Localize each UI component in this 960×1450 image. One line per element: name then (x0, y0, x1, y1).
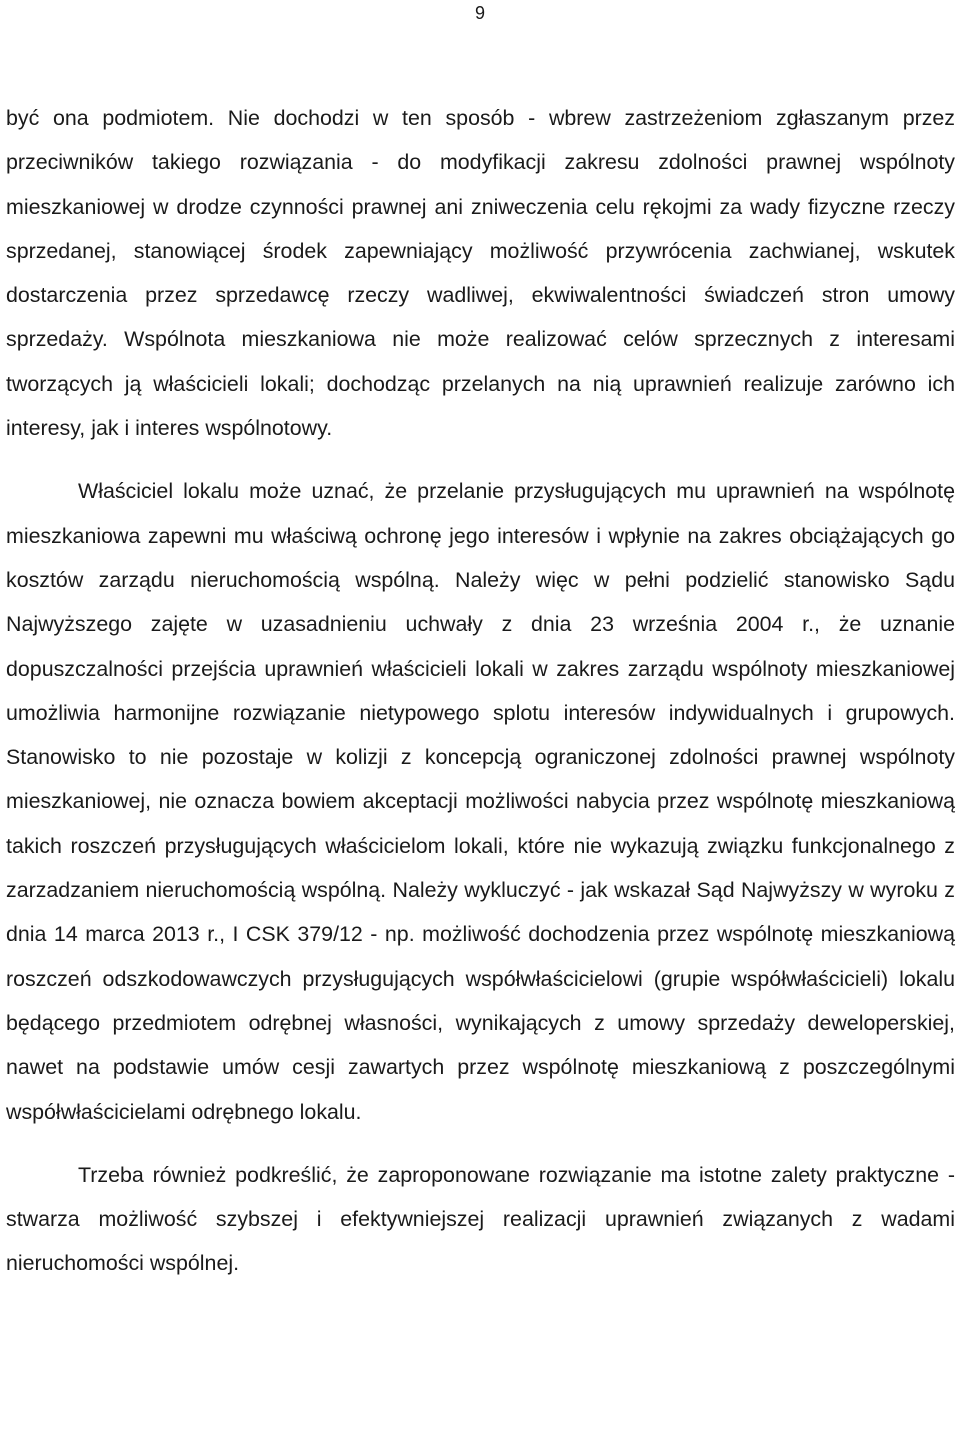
document-body (6, 96, 955, 1286)
paragraph-3: Trzeba również podkreślić, że zaproponowane rozwiązanie ma istotne zalety praktyczne - stwarza możliwość szybszej i efektywniejszej realizacji uprawnień związanych z wadami nieruchomości wspólnej. (6, 1162, 955, 1276)
paragraph-2: Właściciel lokalu może uznać, że przelanie przysługujących mu uprawnień na wspólnotę mieszkaniowa zapewni mu właściwą ochronę jego interesów i wpłynie na zakres obciążających go kosztów zarządu nieruchomością wspólną. Należy więc w pełni podzielić stanowisko Sądu Najwyższego zajęte w uzasadnieniu uchwały z dnia 23 września 2004 r., że uznanie dopuszczalności przejścia uprawnień właścicieli lokali w zakres zarządu wspólnoty mieszkaniowej umożliwia harmonijne rozwiązanie nietypowego splotu interesów indywidualnych i grupowych. Stanowisko to nie pozostaje w kolizji z koncepcją ograniczonej zdolności prawnej wspólnoty mieszkaniowej, nie oznacza bowiem akceptacji możliwości nabycia przez wspólnotę mieszkaniową takich roszczeń przysługujących właścicielom lokali, które nie wykazują związku funkcjonalnego z zarzadzaniem nieruchomością wspólną. Należy wykluczyć - jak wskazał Sąd Najwyższy w wyroku z dnia 14 marca 2013 r., I CSK 379/12 - np. możliwość dochodzenia przez wspólnotę mieszkaniową roszczeń odszkodowawczych przysługujących współwłaścicielowi (grupie współwłaścicieli) lokalu będącego przedmiotem odrębnej własności, wynikających z umowy sprzedaży deweloperskiej, nawet na podstawie umów cesji zawartych przez wspólnotę mieszkaniową z poszczególnymi współwłaścicielami odrębnego lokalu. (6, 479, 955, 1124)
page-number: 9 (474, 3, 485, 23)
paragraph-1: być ona podmiotem. Nie dochodzi w ten sposób - wbrew zastrzeżeniom zgłaszanym przez przeciwników takiego rozwiązania - do modyfikacji zakresu zdolności prawnej wspólnoty mieszkaniowej w drodze czynności prawnej ani zniweczenia celu rękojmi za wady fizyczne rzeczy sprzedanej, stanowiącej środek zapewniający możliwość przywrócenia zachwianej, wskutek dostarczenia przez sprzedawcę rzeczy wadliwej, ekwiwalentności świadczeń stron umowy sprzedaży. Wspólnota mieszkaniowa nie może realizować celów sprzecznych z interesami tworzących ją właścicieli lokali; dochodząc przelanych na nią uprawnień realizuje zarówno ich interesy, jak i interes wspólnotowy. (6, 106, 955, 441)
